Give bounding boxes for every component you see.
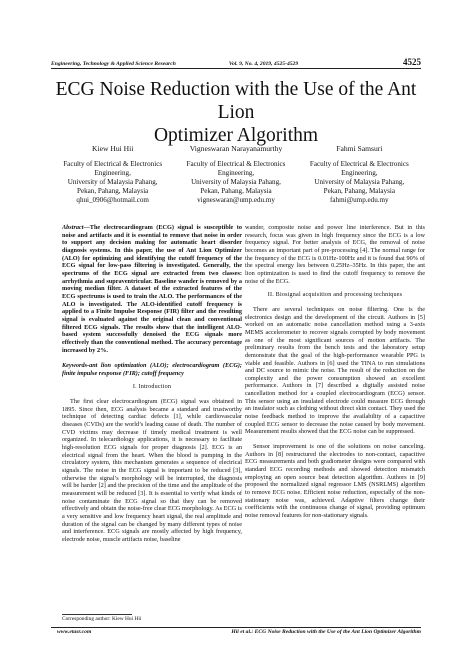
author-name: Vigneswaran Narayanamurthy	[189, 144, 283, 153]
author-2	[174, 145, 297, 204]
affiliation-line: University of Malaysia Pahang,	[314, 177, 405, 186]
author-email[interactable]: vigneswaran@ump.edu.my	[197, 195, 275, 204]
section-heading-biosignal: II. Biosignal acquisition and processing techniques	[267, 292, 403, 299]
affiliation-line: Faculty of Electrical & Electronics	[186, 159, 286, 168]
title-line: Optimizer Algorithm	[153, 125, 319, 146]
paper-title	[51, 78, 421, 147]
affiliation-line: Faculty of Electrical & Electronics	[63, 159, 163, 168]
affiliation-line: University of Malaysia Pahang,	[67, 177, 158, 186]
affiliation-line: Pekan, Pahang, Malaysia	[323, 186, 395, 195]
author-email[interactable]: qhui_0906@hotmail.com	[76, 195, 149, 204]
author-email[interactable]: fahmi@ump.edu.my	[330, 195, 389, 204]
journal-name: Engineering, Technology & Applied Science Research	[51, 61, 176, 67]
section-heading-introduction: I. Introduction	[132, 384, 172, 391]
author-1	[51, 145, 174, 204]
corresponding-author-note: Corresponding author: Kiew Hui Hii	[62, 616, 142, 622]
footer-rule	[51, 627, 421, 628]
affiliation-line: University of Malaysia Pahang,	[191, 177, 281, 186]
abstract-lead: Abstract	[62, 224, 84, 231]
author-name: Fahmi Samsuri	[336, 144, 383, 153]
author-block	[51, 145, 421, 204]
journal-website-link[interactable]: www.etasr.com	[57, 629, 92, 635]
page-number: 4525	[403, 57, 421, 67]
affiliation-line: Engineering,	[341, 168, 378, 177]
footer-citation: Hii et al.: ECG Noise Reduction with the Use of the Ant Lion Optimizer Algorithm	[231, 629, 421, 635]
affiliation-line: Engineering,	[217, 168, 255, 177]
title-line: ECG Noise Reduction with the Use of the Ant Lion	[55, 79, 417, 123]
introduction-paragraph: The first clear electrocardiogram (ECG) signal was obtained in 1895. Since then, ECG analysis became a standard and trustworthy technique of detecting cardiac defects [1], while cardiovascular diseases (CVDs) are the world’s leading cause of death. The number of CVD victims may decrease if timely medical treatment is well organized. In telecardiology applications, it is necessary to facilitate high-resolution ECG signals for proper diagnosis [2]. ECG is an electrical signal from the heart. When the blood is pumping in the circulatory system, this mechanism generates a sequence of electrical signals. The noise in the ECG signal is important to be reduced [3], otherwise the signal’s morphology will be interrupted, the diagnosis will be harder [2] and the precision of the time and the amplitude of the measurement will be reduced [3]. It is essential to verify what kinds of noise contaminate the ECG signal so that they can be removed effectively and obtain the noise-free clear ECG morphology. As ECG is a very sensitive and low frequency heart signal, the real amplitude and duration of the signal can be changed by many different types of noise and interference. ECG signals are mostly affected by high frequency, electrode noise, muscle artifacts noise, baseline	[62, 398, 242, 543]
header-rule	[51, 68, 421, 69]
running-footer	[51, 629, 421, 635]
volume-info: Vol. 9, No. 4, 2019, 4525-4529	[228, 61, 299, 67]
abstract-text: —The electrocardiogram (ECG) signal is susceptible to noise and artifacts and it is essential to remove that noise in order to support any decision making for automatic heart disorder diagnosis systems. In this paper, the use of Ant Lion Optimizer (ALO) for optimizing and identifying the cutoff frequency of the ECG signal for low-pass filtering is investigated. Generally, the spectrums of the ECG signal are extracted from two classes: arrhythmia and supraventricular. Baseline wander is removed by a moving median filter. A dataset of the extracted features of the ECG spectrums is used to train the ALO. The performances of the ALO is investigated. The ALO-identified cutoff frequency is applied to a Finite Impulse Response (FIR) filter and the resulting signal is evaluated against the original clean and conventional filtered ECG signals. The results show that the intelligent ALO-based system successfully denoised the ECG signals more effectively than the conventional method. The accuracy percentage increased by 2%.	[62, 224, 242, 354]
author-3	[298, 145, 421, 204]
running-header	[51, 55, 421, 67]
body-paragraph: There are several techniques on noise filtering. One is the electronics design and the development of the circuit. Authors in [5] worked on an automatic noise cancellation method using a 3-axis MEMS accelerometer to recover signals corrupted by body movement as one of the most significant sources of motion artifacts. The preliminary results from the bench tests and the laboratory setup demonstrate that the goal of the high-performance wearable PPG is viable and feasible. Authors in [6] used the TINA to run simulations and DC source to mimic the noise. The result of the reduction on the complexity and the power consumption showed an excellent performance. Authors in [7] described a digitally assisted noise cancellation method for a coupled electrocardiogram (ECG) sensor. This sensor using an insulated electrode could measure ECG through an insulator such as clothing without direct skin contact. They used the noise feedback method to improve the availability of a capacitive coupled ECG sensor to decrease the noise caused by body movement. Measurement results showed that the ECG noise can be suppressed.	[245, 305, 425, 436]
abstract	[62, 224, 242, 354]
affiliation-line: Engineering,	[94, 168, 131, 177]
right-column	[245, 224, 425, 520]
author-name: Kiew Hui Hii	[91, 144, 134, 153]
affiliation-line: Faculty of Electrical & Electronics	[309, 159, 409, 168]
body-paragraph: Sensor improvement is one of the solutions on noise canceling. Authors in [8] restructured the electrodes to non-contact, capacitive ECG measurements and both gradiometer designs were compared with standard ECG recording methods and showed detection mismatch employing an open source beat detection algorithm. Authors in [9] proposed the normalized signal regressor LMS (NSRLMS) algorithm to remove ECG noise. Efficient noise reduction, especially of the non-stationary noise was, achieved. Adaptive filters change their coefficients with the continuous change of signal, providing optimum noise removal features for non-stationary signals.	[245, 443, 425, 519]
left-column	[62, 224, 242, 544]
footnote-rule	[62, 614, 132, 615]
affiliation-line: Pekan, Pahang, Malaysia	[77, 186, 149, 195]
affiliation-line: Pekan, Pahang, Malaysia	[200, 186, 272, 195]
keywords: Keywords-ant lion optimization (ALO); electrocardiogram (ECG); finite impulse response (FIR); cutoff frequency	[62, 362, 242, 377]
introduction-continuation: wander, composite noise and power line interference. But in this research, focus was given in high frequency since the ECG is a low frequency signal. For better analysis of ECG, the removal of noise becomes an important part of pre-processing [4]. The normal range for the frequency of the ECG is 0.01Hz-100Hz and it is found that 90% of the spectral energy lies between 0.25Hz–35Hz. In this paper, the ant lion optimization is used to find the cutoff frequency to remove the noise of the ECG.	[245, 224, 425, 285]
